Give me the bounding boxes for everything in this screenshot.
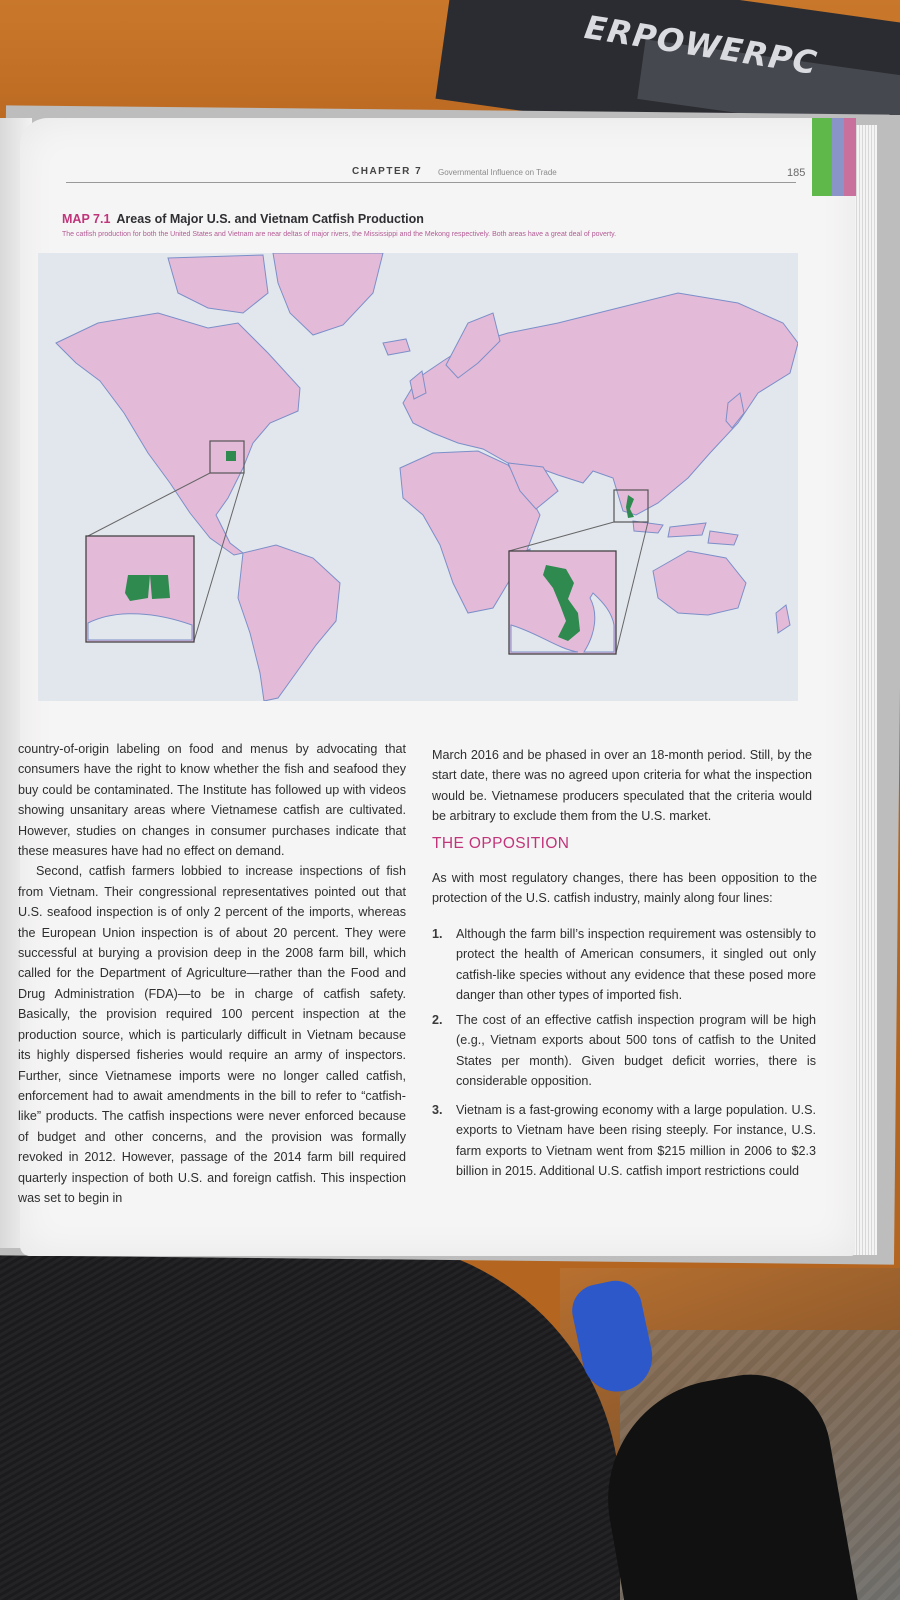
list-item-text: The cost of an effective catfish inspection program will be high (e.g., Vietnam exports about 500 tons of catfish to the United States per month). Given budget deficit worries, there is considerable opposition. [456, 1013, 816, 1089]
paragraph: country-of-origin labeling on food and menus by advocating that consumers have the right to know whether the fish and seafood they buy could be contaminated. The Institute has followed up with videos showing unsanitary areas where Vietnamese catfish are cultivated. However, studies on changes in consumer purchases indicate that these measures have had no effect on demand. [18, 742, 406, 859]
world-map [38, 253, 798, 701]
lap-fabric [0, 1240, 620, 1600]
map-number: MAP 7.1 [62, 212, 111, 226]
list-item-number: 3. [432, 1103, 443, 1117]
pc-box-brand: ERPOWERPC [582, 8, 820, 83]
section-intro: As with most regulatory changes, there has been opposition to the protection of the U.S. catfish industry, mainly along four lines: [432, 871, 817, 905]
list-item-text: Vietnam is a fast-growing economy with a large population. U.S. exports to Vietnam have been rising steeply. For instance, U.S. farm exports to Vietnam went from $215 million in 2006 to $2.3 billion in 2015. Additional U.S. catfish import restrictions could [456, 1103, 816, 1179]
right-column-top [432, 745, 812, 827]
paragraph: March 2016 and be phased in over an 18-month period. Still, by the start date, there was no agreed upon criteria for what the inspection would be. Vietnamese producers speculated that the criteria would be arbitrary to exclude them from the U.S. market. [432, 748, 812, 824]
page-tab-pink [844, 118, 856, 196]
section-heading: THE OPPOSITION [432, 835, 570, 852]
map-title-line [62, 212, 424, 226]
header-rule [66, 182, 796, 183]
alabama-catfish-area [150, 575, 170, 599]
chapter-title: Governmental Influence on Trade [438, 168, 557, 177]
list-item-number: 2. [432, 1013, 443, 1027]
list-item-number: 1. [432, 927, 443, 941]
map-caption: The catfish production for both the United States and Vietnam are near deltas of major rivers, the Mississippi and the Mekong respectively. Both areas have a great deal of poverty. [62, 231, 617, 238]
list-item-text: Although the farm bill’s inspection requirement was ostensibly to protect the health of American consumers, it singled out only catfish-like species without any evidence that these posed more danger than other types of imported fish. [456, 927, 816, 1003]
page-tab-blue [832, 118, 844, 196]
page-number: 185 [787, 167, 806, 179]
map-title: Areas of Major U.S. and Vietnam Catfish Production [116, 212, 424, 226]
us-catfish-area [226, 451, 236, 461]
chapter-label: CHAPTER 7 [352, 166, 423, 177]
mississippi-catfish-area [125, 575, 150, 601]
page-tab-green [812, 118, 832, 196]
left-column [18, 739, 406, 1208]
paragraph: Second, catfish farmers lobbied to increase inspections of fish from Vietnam. Their congressional representatives pointed out that U.S. seafood inspection is of only 2 percent of the imports, whereas the European Union inspection is of about 20 percent. They were successful at burying a provision deep in the 2008 farm bill, which called for the Department of Agriculture—rather than the Food and Drug Administration (FDA)—to be in charge of catfish safety. Basically, the provision required 100 percent inspection at the production source, which is particularly difficult in Vietnam because its highly dispersed fisheries would require an army of inspectors. Further, since Vietnamese imports were no longer called catfish, enforcement had to await amendments in the bill to refer to “catfish-like” products. The catfish inspections were never enforced because of budget and other concerns, and the provision was formally revoked in 2012. However, passage of the 2014 farm bill required quarterly inspection of both U.S. and foreign catfish. This inspection was set to begin in [18, 864, 406, 1205]
